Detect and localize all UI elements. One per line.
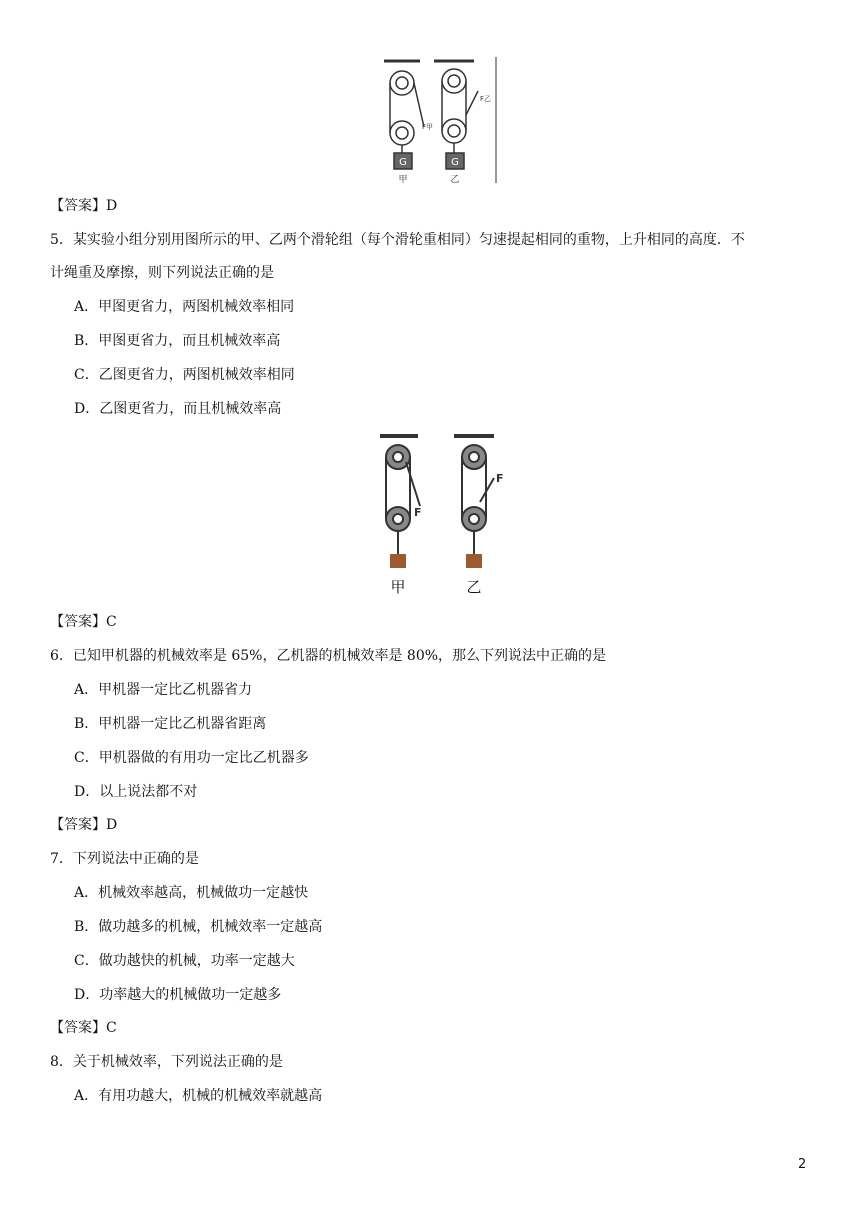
q6-option-c: C．甲机器做的有用功一定比乙机器多	[74, 750, 309, 766]
q7-option-c: C．做功越快的机械，功率一定越大	[74, 953, 295, 969]
q7-option-d: D．功率越大的机械做功一定越多	[74, 987, 282, 1003]
fig2-label-yi: 乙	[466, 578, 482, 596]
q5-option-c: C．乙图更省力，两图机械效率相同	[74, 367, 295, 383]
q8-stem: 8．关于机械效率，下列说法正确的是	[50, 1054, 283, 1070]
q5-option-a: A．甲图更省力，两图机械效率相同	[74, 299, 295, 315]
q6-stem: 6．已知甲机器的机械效率是 65%，乙机器的机械效率是 80%，那么下列说法中正确的是	[50, 648, 607, 664]
q5-option-d: D．乙图更省力，而且机械效率高	[74, 401, 282, 417]
weight-block-jia	[390, 554, 406, 568]
q7-option-a: A．机械效率越高，机械做功一定越快	[74, 885, 309, 901]
q8-option-a: A．有用功越大，机械的机械效率就越高	[74, 1088, 323, 1104]
weight-label-yi: G	[451, 157, 459, 168]
q7-stem: 7．下列说法中正确的是	[50, 851, 199, 867]
answer-q4: 【答案】D	[50, 198, 118, 214]
fig1-label-yi: 乙	[450, 175, 460, 185]
q6-option-b: B．甲机器一定比乙机器省距离	[74, 716, 267, 732]
q5-stem-line1: 5．某实验小组分别用图所示的甲、乙两个滑轮组（每个滑轮重相同）匀速提起相同的重物，上升相同的高度．不	[50, 232, 745, 248]
q5-stem-line2: 计绳重及摩擦，则下列说法正确的是	[50, 265, 274, 281]
pulley-figure-1	[378, 55, 500, 187]
force-label-yi: F乙	[480, 95, 492, 103]
fig1-label-jia: 甲	[398, 175, 408, 185]
q5-option-b: B．甲图更省力，而且机械效率高	[74, 333, 281, 349]
page-number: 2	[798, 1157, 807, 1172]
weight-label-jia: G	[399, 157, 407, 168]
force-label-f-jia: F	[414, 506, 422, 519]
q7-option-b: B．做功越多的机械，机械效率一定越高	[74, 919, 323, 935]
answer-q5: 【答案】C	[50, 614, 117, 630]
fig2-label-jia: 甲	[390, 578, 406, 596]
q6-option-d: D．以上说法都不对	[74, 784, 198, 800]
force-label-f-yi: F	[496, 472, 504, 485]
answer-q6: 【答案】D	[50, 817, 118, 833]
force-label-jia: F甲	[422, 123, 434, 131]
answer-q7: 【答案】C	[50, 1020, 117, 1036]
weight-block-yi	[466, 554, 482, 568]
q6-option-a: A．甲机器一定比乙机器省力	[74, 682, 253, 698]
pulley-figure-2	[372, 432, 512, 600]
